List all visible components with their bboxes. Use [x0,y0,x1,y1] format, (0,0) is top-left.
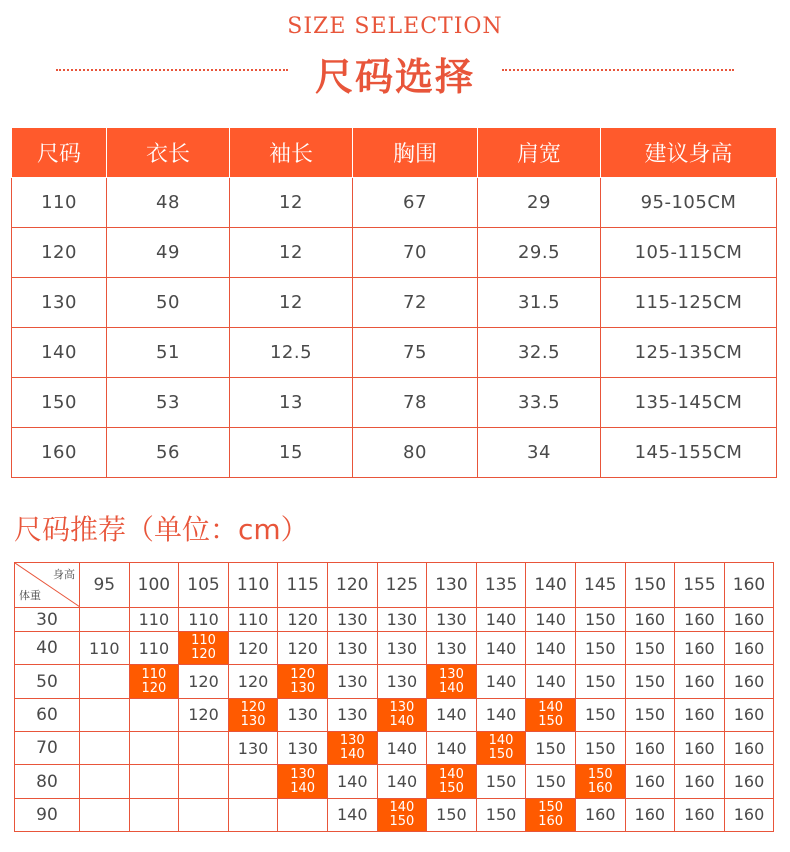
weight-row-header: 60 [15,698,80,731]
recommend-size-value: 120 [141,680,167,696]
recommend-cell: 110 [80,632,130,665]
size-column-header: 胸围 [353,128,478,178]
recommend-cell-highlighted [526,798,576,831]
recommend-size-value: 130 [339,733,365,749]
size-cell: 29.5 [478,228,601,278]
recommend-cell-highlighted [327,732,377,765]
recommend-cell-highlighted [377,798,427,831]
weight-row-header: 30 [15,608,80,632]
size-cell: 13 [230,378,353,428]
recommend-cell-highlighted [179,632,229,665]
size-cell: 135-145CM [601,378,777,428]
table-row [12,378,777,428]
recommend-cell: 110 [129,608,179,632]
recommend-cell: 130 [377,632,427,665]
recommend-cell: 150 [427,798,477,831]
recommend-size-value: 140 [290,780,316,796]
table-row [12,178,777,228]
table-row [12,428,777,478]
recommend-cell: 140 [526,632,576,665]
recommend-cell: 130 [427,608,477,632]
size-cell: 130 [12,278,107,328]
recommend-cell: 160 [625,798,675,831]
recommend-size-value: 130 [290,766,316,782]
weight-row-header: 80 [15,765,80,798]
recommend-cell: 160 [724,632,774,665]
recommend-cell: 150 [526,732,576,765]
size-cell: 31.5 [478,278,601,328]
recommend-cell: 140 [377,765,427,798]
recommend-cell: 160 [724,765,774,798]
size-cell: 12.5 [230,328,353,378]
recommend-cell: 150 [575,698,625,731]
table-row [15,632,774,665]
recommend-cell: 130 [327,665,377,698]
height-column-header: 105 [179,563,229,608]
recommend-cell: 140 [327,798,377,831]
recommend-size-value: 140 [339,747,365,763]
size-cell: 53 [107,378,230,428]
weight-row-header: 70 [15,732,80,765]
height-column-header: 135 [476,563,526,608]
recommend-cell: 110 [228,608,278,632]
recommend-size-value: 140 [538,699,564,715]
size-recommendation-table [14,562,774,832]
recommend-size-value: 120 [290,666,316,682]
weight-row-header: 50 [15,665,80,698]
recommend-cell-highlighted [575,765,625,798]
corner-cell [15,563,80,608]
recommend-cell: 160 [575,798,625,831]
table-row [15,608,774,632]
recommend-size-value: 140 [439,766,464,782]
recommend-cell: 150 [575,632,625,665]
height-column-header: 160 [724,563,774,608]
height-column-header: 150 [625,563,675,608]
recommend-cell: 160 [625,732,675,765]
recommend-cell [278,798,328,831]
recommend-size-value: 150 [389,813,415,829]
recommend-cell-highlighted [129,665,179,698]
recommend-size-value: 150 [538,799,564,815]
recommend-size-value: 160 [587,780,613,796]
size-cell: 78 [353,378,478,428]
recommend-cell: 130 [377,665,427,698]
size-cell: 29 [478,178,601,228]
size-column-header: 肩宽 [478,128,601,178]
size-cell: 95-105CM [601,178,777,228]
height-column-header: 140 [526,563,576,608]
height-column-header: 120 [327,563,377,608]
recommend-cell: 160 [675,665,725,698]
table-row [12,278,777,328]
weight-row-header: 40 [15,632,80,665]
title-english: SIZE SELECTION [287,14,503,39]
size-column-header: 建议身高 [601,128,777,178]
recommend-cell: 160 [675,765,725,798]
recommend-cell: 110 [179,608,229,632]
recommend-title: 尺码推荐（单位：cm） [14,513,309,546]
height-column-header: 115 [278,563,328,608]
recommend-cell: 150 [625,632,675,665]
corner-weight-label: 体重 [19,589,41,602]
table-row [12,328,777,378]
size-cell: 51 [107,328,230,378]
size-cell: 48 [107,178,230,228]
recommend-cell-highlighted [526,698,576,731]
recommend-size-value: 130 [389,699,415,715]
recommend-cell: 160 [724,798,774,831]
recommend-size-value: 140 [389,713,415,729]
recommend-cell: 130 [327,608,377,632]
recommend-cell-highlighted [278,665,328,698]
recommend-cell: 110 [129,632,179,665]
recommend-cell: 160 [675,608,725,632]
recommend-cell [129,798,179,831]
recommend-cell: 160 [675,698,725,731]
height-column-header: 110 [228,563,278,608]
recommend-cell [80,608,130,632]
size-column-header: 尺码 [12,128,107,178]
table-row [12,228,777,278]
size-cell: 110 [12,178,107,228]
size-cell: 140 [12,328,107,378]
size-cell: 67 [353,178,478,228]
size-column-header: 袖长 [230,128,353,178]
recommend-header-row [15,563,774,608]
size-cell: 105-115CM [601,228,777,278]
recommend-size-value: 120 [191,647,216,663]
recommend-cell: 140 [476,698,526,731]
recommend-cell-highlighted [278,765,328,798]
recommend-cell: 140 [476,665,526,698]
recommend-cell: 130 [427,632,477,665]
recommend-cell: 150 [575,665,625,698]
size-cell: 56 [107,428,230,478]
recommend-cell: 120 [179,665,229,698]
height-column-header: 95 [80,563,130,608]
size-cell: 12 [230,228,353,278]
recommend-size-value: 150 [538,713,564,729]
recommend-cell: 150 [625,665,675,698]
size-cell: 75 [353,328,478,378]
recommend-size-value: 140 [439,680,464,696]
corner-height-label: 身高 [53,568,75,581]
recommend-cell: 120 [278,608,328,632]
recommend-size-value: 130 [290,680,316,696]
recommend-size-value: 140 [488,733,514,749]
recommend-size-value: 120 [240,699,266,715]
recommend-size-value: 150 [439,780,464,796]
size-cell: 125-135CM [601,328,777,378]
recommend-cell [80,798,130,831]
recommend-cell [129,698,179,731]
size-chart-table [11,127,777,478]
recommend-cell: 130 [278,698,328,731]
recommend-size-value: 130 [439,666,464,682]
recommend-cell: 140 [327,765,377,798]
recommend-cell-highlighted [228,698,278,731]
recommend-cell: 160 [724,732,774,765]
recommend-cell: 140 [427,698,477,731]
recommend-cell: 160 [675,732,725,765]
size-cell: 34 [478,428,601,478]
size-cell: 15 [230,428,353,478]
recommend-size-value: 150 [587,766,613,782]
size-column-header: 衣长 [107,128,230,178]
table-row [15,665,774,698]
recommend-cell: 160 [675,632,725,665]
size-cell: 50 [107,278,230,328]
size-cell: 145-155CM [601,428,777,478]
recommend-cell [80,765,130,798]
size-cell: 70 [353,228,478,278]
recommend-cell: 160 [625,765,675,798]
recommend-cell: 140 [427,732,477,765]
recommend-cell-highlighted [377,698,427,731]
recommend-cell: 140 [377,732,427,765]
recommend-cell: 150 [526,765,576,798]
recommend-cell: 160 [724,665,774,698]
recommend-cell [129,765,179,798]
recommend-cell: 130 [377,608,427,632]
height-column-header: 155 [675,563,725,608]
recommend-cell: 150 [625,698,675,731]
recommend-cell: 160 [625,608,675,632]
recommend-size-value: 110 [141,666,167,682]
table-row [15,698,774,731]
recommend-size-value: 160 [538,813,564,829]
recommend-cell: 140 [526,608,576,632]
weight-row-header: 90 [15,798,80,831]
recommend-cell: 130 [327,698,377,731]
size-cell: 150 [12,378,107,428]
recommend-cell: 120 [228,665,278,698]
recommend-cell: 140 [526,665,576,698]
recommend-cell: 150 [575,732,625,765]
recommend-cell: 130 [327,632,377,665]
height-column-header: 130 [427,563,477,608]
table-row [15,765,774,798]
recommend-cell: 160 [724,608,774,632]
recommend-cell-highlighted [427,665,477,698]
size-cell: 120 [12,228,107,278]
size-cell: 80 [353,428,478,478]
size-cell: 12 [230,178,353,228]
height-column-header: 125 [377,563,427,608]
recommend-cell: 140 [476,608,526,632]
recommend-cell-highlighted [476,732,526,765]
recommend-cell: 120 [228,632,278,665]
page-title: 尺码选择 [314,55,475,99]
size-chart-header-row [12,128,777,178]
size-cell: 49 [107,228,230,278]
recommend-cell: 150 [575,608,625,632]
height-column-header: 100 [129,563,179,608]
recommend-cell: 150 [476,798,526,831]
recommend-cell: 160 [724,698,774,731]
recommend-cell [179,732,229,765]
recommend-cell [80,665,130,698]
table-row [15,732,774,765]
recommend-cell: 160 [675,798,725,831]
size-cell: 32.5 [478,328,601,378]
recommend-cell: 150 [476,765,526,798]
recommend-cell: 130 [278,732,328,765]
size-cell: 160 [12,428,107,478]
size-cell: 115-125CM [601,278,777,328]
size-cell: 33.5 [478,378,601,428]
recommend-size-value: 110 [191,633,216,649]
recommend-cell: 120 [179,698,229,731]
recommend-cell [228,798,278,831]
recommend-size-value: 130 [240,713,266,729]
recommend-cell: 140 [476,632,526,665]
recommend-cell-highlighted [427,765,477,798]
recommend-cell [129,732,179,765]
recommend-cell [80,698,130,731]
recommend-cell [80,732,130,765]
recommend-cell [179,765,229,798]
recommend-size-value: 140 [389,799,415,815]
recommend-size-value: 150 [488,747,514,763]
height-column-header: 145 [575,563,625,608]
table-row [15,798,774,831]
size-cell: 72 [353,278,478,328]
recommend-cell: 130 [228,732,278,765]
size-cell: 12 [230,278,353,328]
recommend-cell [179,798,229,831]
header [0,0,790,110]
recommend-cell: 120 [278,632,328,665]
recommend-cell [228,765,278,798]
